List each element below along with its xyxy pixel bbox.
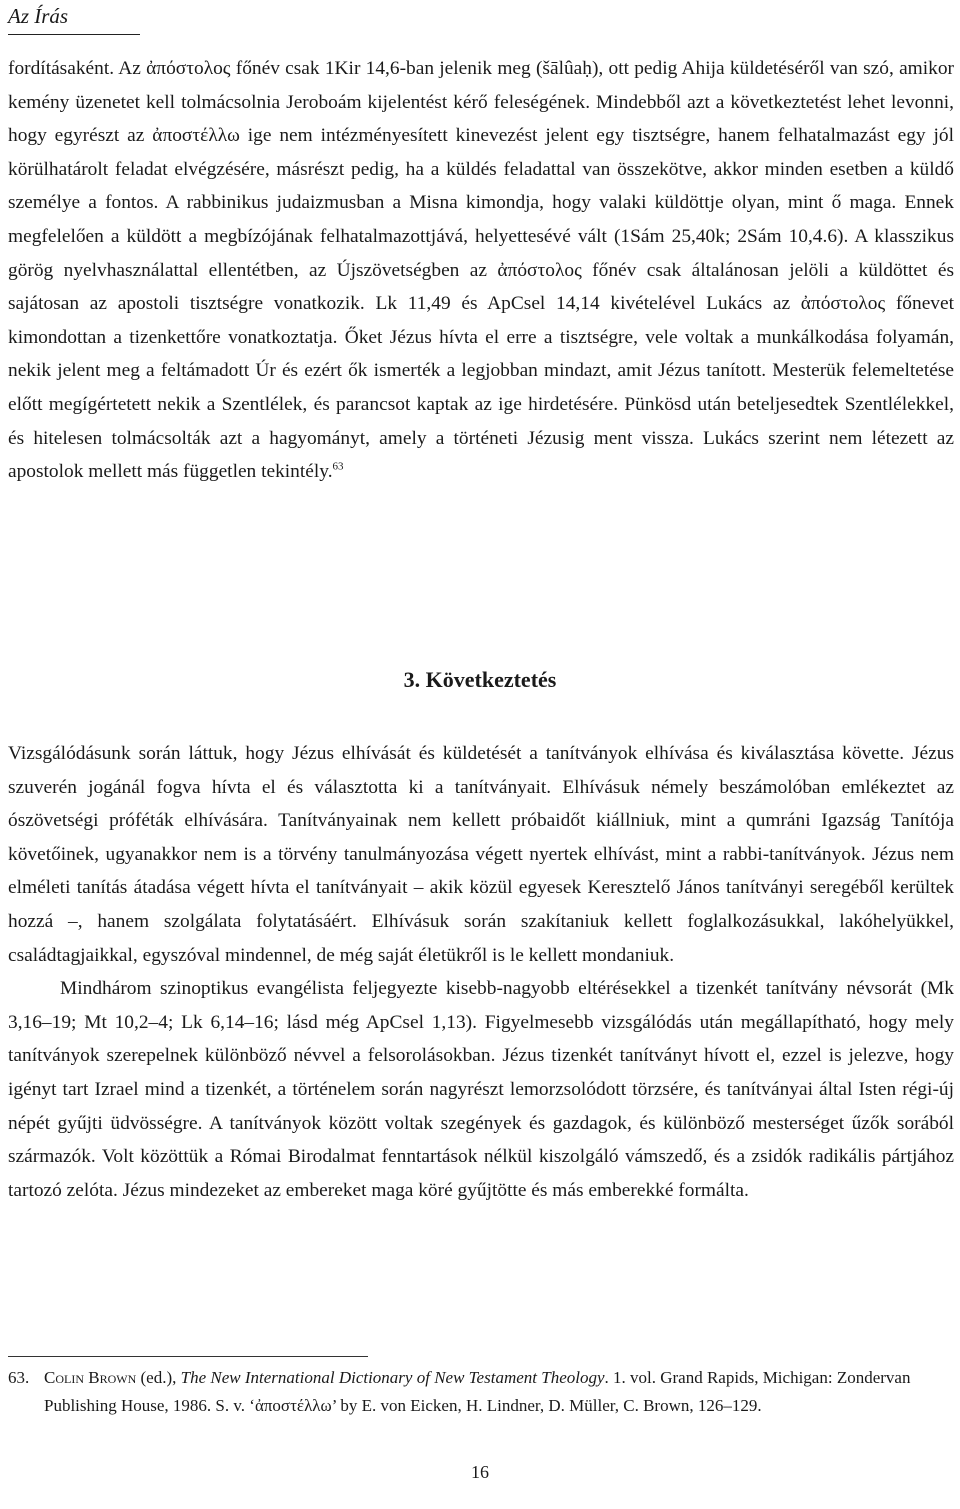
footnote-editor: (ed.),	[136, 1368, 181, 1387]
paragraph: Vizsgálódásunk során láttuk, hogy Jézus elhívását és küldetését a tanítványok elhívása és kiválasztása követte. Jézus szuverén jogánál fogva hívta el és választotta ki a tanítványait. Elhívásuk némely beszámolóban emlékeztet az ószövetségi próféták elhívására. Tanítványainak nem kellett próbaidőt kiállniuk, mint a qumráni Igazság Tanítója követőinek, ugyanakkor nem is a törvény tanulmányozása végett nyertek elhívást, mint a rabbi-tanítványok. Jézus nem elméleti tanítás átadása végett hívta el tanítványait – akik közül egyesek Keresztelő János tanítványi seregéből kerültek hozzá –, hanem szolgálata folytatásáért. Elhívásuk során szakítaniuk kellett foglalkozásukkal, lakóhelyükkel, családtagjaikkal, egyszóval mindennel, de még saját életükről is le kellett mondaniuk.	[8, 743, 954, 966]
footnote-divider	[8, 1356, 368, 1357]
footnote-details: . 1. vol. Grand Rapids, Michigan: Zondervan Publishing House, 1986. S. v. ‘ἀποστέλλω’ by E. von Eicken, H. Lindner, D. Müller, C. Brown, 126–129.	[44, 1368, 911, 1415]
paragraph-text: fordításaként. Az ἀπόστολος főnév csak 1Kir 14,6-ban jelenik meg (šālûaḥ), ott pedig Ahija küldetéséről van szó, amikor kemény üzenetet kell tolmácsolnia Jeroboám kijelentést kérő feleségének. Mindebből azt a következtetést lehet levonni, hogy egyrészt az ἀποστέλλω ige nem intézményesített kinevezést jelent egy tisztségre, hanem felhatalmazást egy jól körülhatárolt feladat elvégzésére, másrészt pedig, ha a küldés feladattal van összekötve, akkor minden esetben a küldő személye a fontos. A rabbinikus judaizmusban a Misna kimondja, hogy valaki küldöttje olyan, mint ő maga. Ennek megfelelően a küldött a megbízójának felhatalmazottjává, helyettesévé vált (1Sám 25,40k; 2Sám 10,4.6). A klasszikus görög nyelvhasználattal ellentétben, az Újszövetségben az ἀπόστολος főnév csak általánosan jelöli a küldöttet és sajátosan az apostoli tisztségre vonatkozik. Lk 11,49 és ApCsel 14,14 kivételével Lukács az ἀπόστολος főnevet kimondottan a tizenkettőre vonatkoztatja. Őket Jézus hívta el erre a tisztségre, vele voltak a munkálkodása folyamán, nekik jelent meg a feltámadott Úr és ezért ők ismerték a legjobban mindazt, amit Jézus tanított. Mesterük felemeltetése előtt megígértetett nekik a Szentlélek, és parancsot kaptak az ige hirdetésére. Pünkösd után beteljesedtek Szentlélekkel, és hitelesen tolmácsolták azt a hagyományt, amely a történeti Jézusig ment vissza. Lukács szerint nem létezett az apostolok mellett más független tekintély.	[8, 58, 954, 483]
section-heading: 3. Következtetés	[403, 667, 557, 692]
footnote-title: The New International Dictionary of New Testament Theology	[180, 1368, 605, 1387]
footnote-number: 63.	[8, 1368, 30, 1387]
footnote-text	[44, 1364, 954, 1420]
paragraph	[8, 52, 954, 489]
paragraph: Mindhárom szinoptikus evangélista feljegyezte kisebb-nagyobb eltérésekkel a tizenkét tanítvány névsorát (Mk 3,16–19; Mt 10,2–4; Lk 6,14–16; lásd még ApCsel 1,13). Figyelmesebb vizsgálódás után megállapítható, hogy mely tanítványok szerepelnek különböző névvel a felsorolásokban. Jézus tizenkét tanítványt hívott el, ezzel is jelezve, hogy igényt tart Izrael mind a tizenkét, a történelem során nagyrészt lemorzsolódott törzsére, és tanítványai által Isten régi-új népét gyűjti üdvösségre. A tanítványok között voltak szegények és gazdagok, és különböző mesterséget űzők sorából származók. Volt közöttük a Római Birodalmat fenntartások nélkül kiszolgáló vámszedő, és a zsidók radikális pártjához tartozó zelóta. Jézus mindezeket az embereket maga köré gyűjtötte és más emberekké formálta.	[8, 978, 954, 1201]
section-2-body	[8, 737, 954, 1207]
footnote-reference[interactable]: 63	[332, 460, 344, 473]
page-number: 16	[471, 1462, 489, 1482]
section-1-body	[8, 52, 954, 489]
running-head: Az Írás	[8, 2, 140, 35]
footnote-author: Colin Brown	[44, 1368, 137, 1387]
footnote	[8, 1364, 954, 1420]
